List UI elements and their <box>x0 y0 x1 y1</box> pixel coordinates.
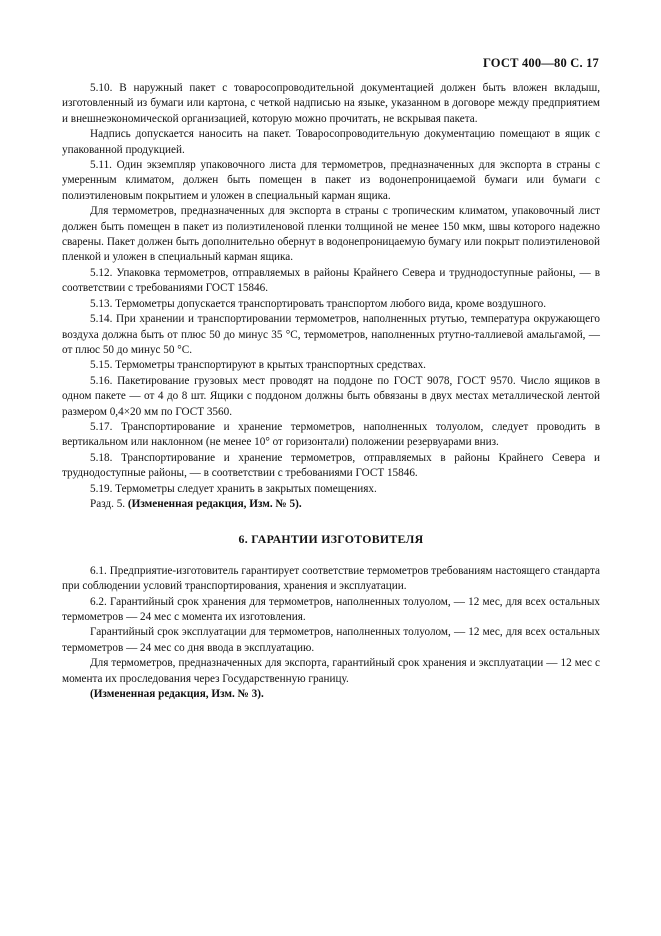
paragraph-5-10: 5.10. В наружный пакет с товаросопроводительной документацией должен быть вложен вкладыш, изготовленный из бумаги или картона, с четкой надписью на языке, указанном в договоре между предприятием и внешнеэкономической организацией, которую можно прочитать, не вскрывая пакета. <box>62 82 600 125</box>
paragraph-5-15: 5.15. Термометры транспортируют в крытых транспортных средствах. <box>90 359 426 372</box>
paragraph-5-10-note: Надпись допускается наносить на пакет. Товаросопроводительную документацию помещают в ящик с упакованной продукцией. <box>62 128 600 156</box>
paragraph-5-14: 5.14. При хранении и транспортировании термометров, наполненных ртутью, температура окружающего воздуха должна быть от плюс 50 до минус 35 °С, термометров, наполненных ртутно-таллиевой амальгамой, — от плюс 50 до минус 50 °С. <box>62 313 600 356</box>
paragraph-5-19: 5.19. Термометры следует хранить в закрытых помещениях. <box>90 482 377 495</box>
paragraph-6-2-export: Для термометров, предназначенных для экспорта, гарантийный срок хранения и эксплуатации — 12 мес с момента их проследования через Государственную границу. <box>62 657 600 685</box>
paragraph-6-1: 6.1. Предприятие-изготовитель гарантирует соответствие термометров требованиям настоящего стандарта при соблюдении условий транспортирования, хранения и эксплуатации. <box>62 564 600 593</box>
revision-note-prefix: Разд. 5. <box>90 497 128 510</box>
revision-note-bold: (Измененная редакция, Изм. № 5). <box>127 497 302 510</box>
paragraph-5-11-tropical: Для термометров, предназначенных для экспорта в страны с тропическим климатом, упаковочный лист должен быть помещен в пакет из полиэтиленовой пленки толщиной не менее 150 мкм, швы которого надежно сварены. Пакет должен быть дополнительно обернут в водонепроницаемую бумагу или покрыт полиэтиленовой пленкой и уложен в специальный карман ящика. <box>62 205 600 264</box>
section-6-title: 6. ГАРАНТИИ ИЗГОТОВИТЕЛЯ <box>238 532 424 547</box>
paragraph-5-13: 5.13. Термометры допускается транспортировать транспортом любого вида, кроме воздушного. <box>90 297 547 310</box>
document-body <box>62 81 600 702</box>
paragraph-5-11: 5.11. Один экземпляр упаковочного листа для термометров, предназначенных для экспорта в страны с умеренным климатом, должен быть помещен в пакет из водонепроницаемой бумаги или бумаги с полиэтиленовым покрытием и уложен в специальный карман ящика. <box>62 159 600 202</box>
section-5-revision-note <box>62 497 600 512</box>
paragraph-5-12: 5.12. Упаковка термометров, отправляемых в районы Крайнего Севера и труднодоступные районы, — в соответствии с требованиями ГОСТ 15846. <box>62 266 600 295</box>
section-6-revision-note: (Измененная редакция, Изм. № 3). <box>90 688 264 701</box>
paragraph-5-16: 5.16. Пакетирование грузовых мест проводят на поддоне по ГОСТ 9078, ГОСТ 9570. Число ящиков в одном пакете — от 4 до 8 шт. Ящики с поддоном должны быть обвязаны в двух местах металлической лентой размером 0,4×20 мм по ГОСТ 3560. <box>62 374 600 418</box>
paragraph-5-18: 5.18. Транспортирование и хранение термометров, отправляемых в районы Крайнего Севера и труднодоступные районы, — в соответствии с требованиями ГОСТ 15846. <box>62 451 600 480</box>
paragraph-6-2: 6.2. Гарантийный срок хранения для термометров, наполненных толуолом, — 12 мес, для всех остальных термометров — 24 мес с момента их изготовления. <box>62 595 600 623</box>
running-header: ГОСТ 400—80 С. 17 <box>482 56 599 70</box>
paragraph-5-17: 5.17. Транспортирование и хранение термометров, наполненных толуолом, следует проводить в вертикальном или наклонном (не менее 10° от горизонтали) положении резервуарами вниз. <box>62 420 600 449</box>
paragraph-6-2-operation: Гарантийный срок эксплуатации для термометров, наполненных толуолом, — 12 мес, для всех остальных термометров — 24 мес со дня ввода в эксплуатацию. <box>62 626 600 654</box>
